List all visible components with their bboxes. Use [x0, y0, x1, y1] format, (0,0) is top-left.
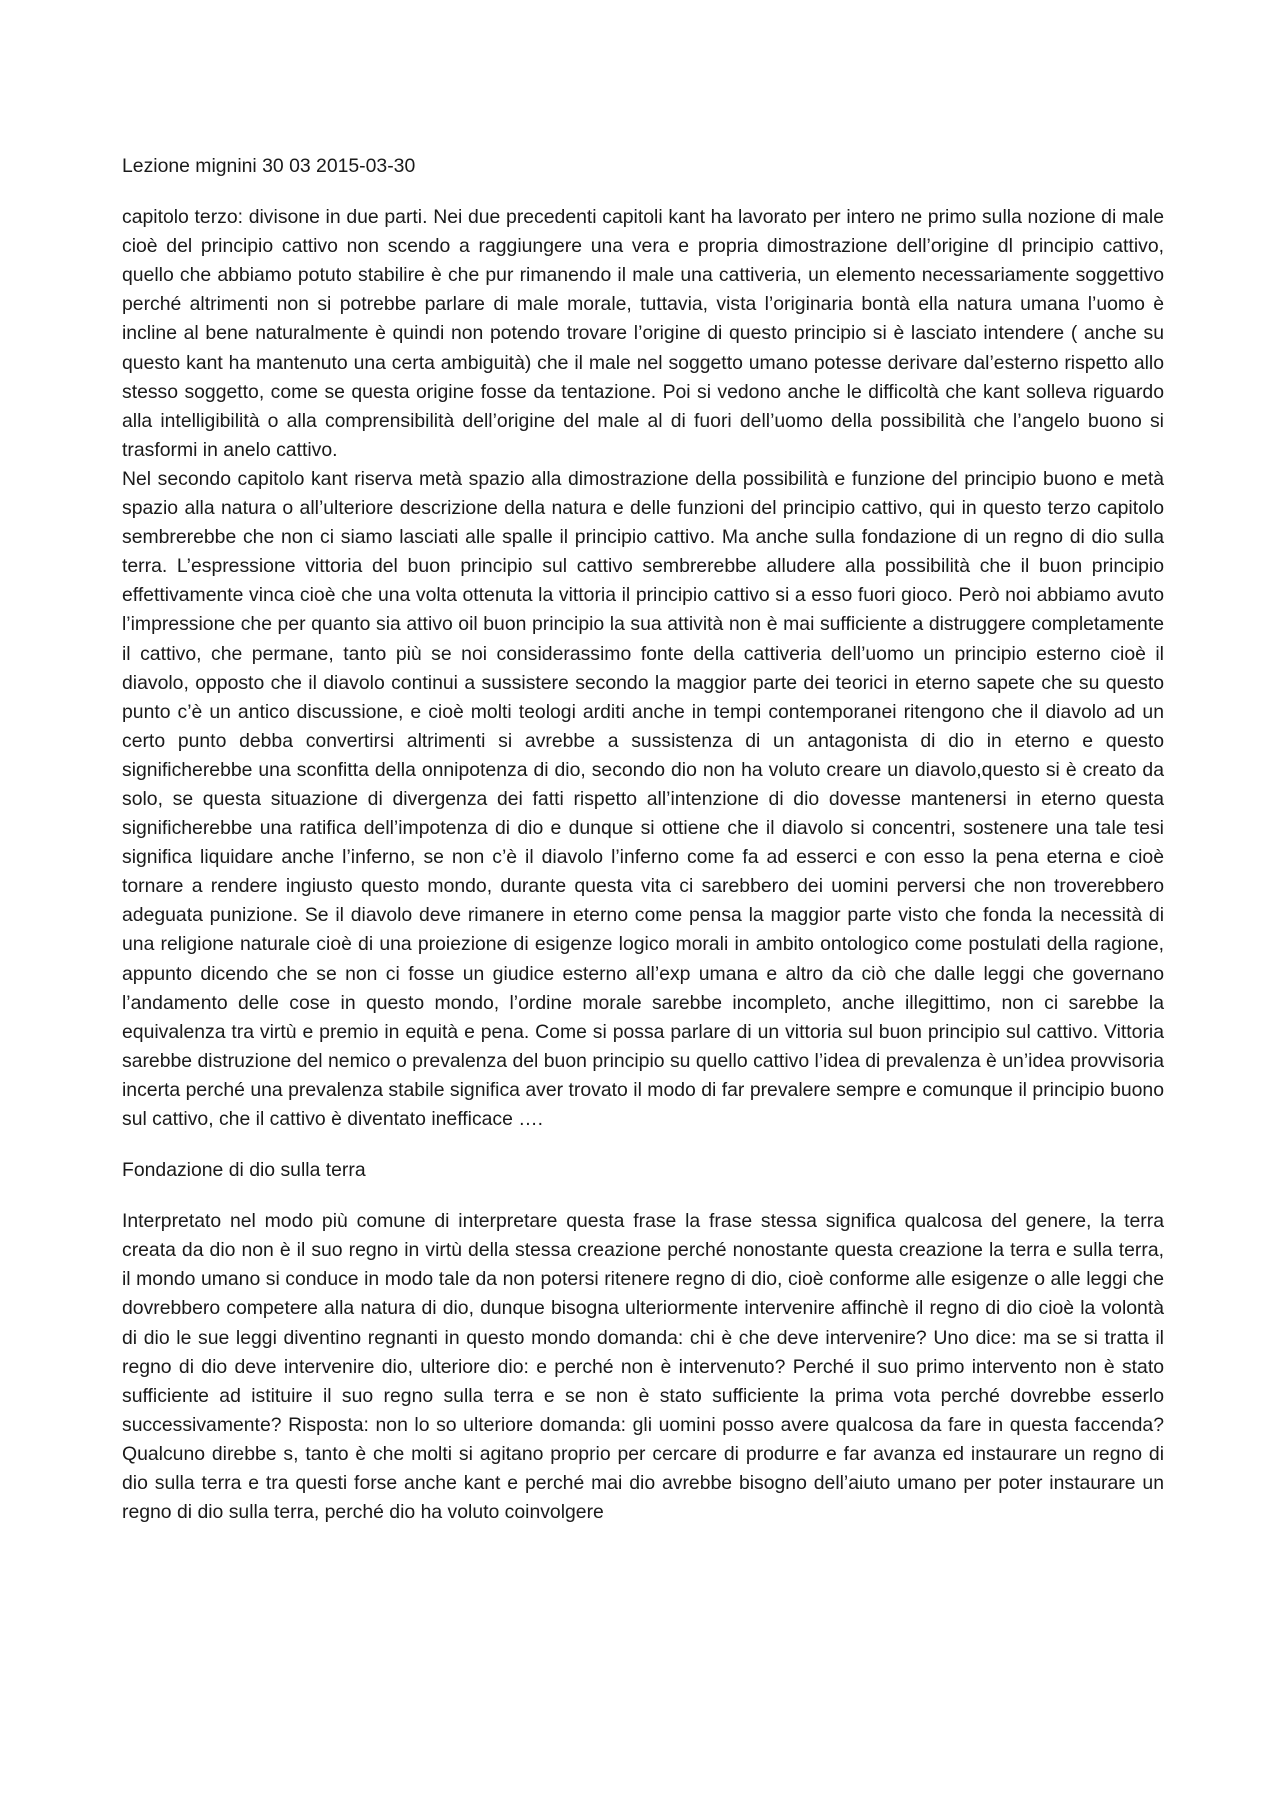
paragraph-second-chapter: Nel secondo capitolo kant riserva metà spazio alla dimostrazione della possibilità e funzione del principio buono e metà spazio alla natura o all’ulteriore descrizione della natura e delle funzioni del principio cattivo, qui in questo terzo capitolo sembrerebbe che non ci siamo lasciati alle spalle il principio cattivo. Ma anche sulla fondazione di un regno di dio sulla terra. L’espressione vittoria del buon principio sul cattivo sembrerebbe alludere alla possibilità che il buon principio effettivamente vinca cioè che una volta ottenuta la vittoria il principio cattivo si a esso fuori gioco. Però noi abbiamo avuto l’impressione che per quanto sia attivo oil buon principio la sua attività non è mai sufficiente a distruggere completamente il cattivo, che permane, tanto più se noi considerassimo fonte della cattiveria dell’uomo un principio esterno cioè il diavolo, opposto che il diavolo continui a sussistere secondo la maggior parte dei teorici in eterno sapete che su questo punto c’è un antico discussione, e cioè molti teologi arditi anche in tempi contemporanei ritengono che il diavolo ad un certo punto debba convertirsi altrimenti si avrebbe a sussistenza di un antagonista di dio in eterno e questo significherebbe una sconfitta della onnipotenza di dio, secondo dio non ha voluto creare un diavolo,questo si è creato da solo, se questa situazione di divergenza dei fatti rispetto all’intenzione di dio dovesse mantenersi in eterno questa significherebbe una ratifica dell’impotenza di dio e dunque si ottiene che il diavolo si concentri, sostenere una tale tesi significa liquidare anche l’inferno, se non c’è il diavolo l’inferno come fa ad esserci e con esso la pena eterna e cioè tornare a rendere ingiusto questo mondo, durante questa vita ci sarebbero dei uomini perversi che non troverebbero adeguata punizione. Se il diavolo deve rimanere in eterno come pensa la maggior parte visto che fonda la necessità di una religione naturale cioè di una proiezione di esigenze logico morali in ambito ontologico come postulati della ragione, appunto dicendo che se non ci fosse un giudice esterno all’exp umana e altro da ciò che dalle leggi che governano l’andamento delle cose in questo mondo, l’ordine morale sarebbe incompleto, anche illegittimo, non ci sarebbe la equivalenza tra virtù e premio in equità e pena. Come si possa parlare di un vittoria sul buon principio sul cattivo. Vittoria sarebbe distruzione del nemico o prevalenza del buon principio su quello cattivo l’idea di prevalenza è un’idea provvisoria incerta perché una prevalenza stabile significa aver trovato il modo di far prevalere sempre e comunque il principio buono sul cattivo, che il cattivo è diventato inefficace …. [122, 467, 1164, 1130]
paragraph-fondazione: Interpretato nel modo più comune di interpretare questa frase la frase stessa significa qualcosa del genere, la terra creata da dio non è il suo regno in virtù della stessa creazione perché nonostante questa creazione la terra e sulla terra, il mondo umano si conduce in modo tale da non potersi ritenere regno di dio, cioè conforme alle esigenze o alle leggi che dovrebbero competere alla natura di dio, dunque bisogna ulteriormente intervenire affinchè il regno di dio cioè la volontà di dio le sue leggi diventino regnanti in questo mondo domanda: chi è che deve intervenire? Uno dice: ma se si tratta il regno di dio deve intervenire dio, ulteriore dio: e perché non è intervenuto? Perché il suo primo intervento non è stato sufficiente ad istituire il suo regno sulla terra e se non è stato sufficiente la prima vota perché dovrebbe esserlo successivamente? Risposta: non lo so ulteriore domanda: gli uomini posso avere qualcosa da fare in questa faccenda? Qualcuno direbbe s, tanto è che molti si agitano proprio per cercare di produrre e far avanza ed instaurare un regno di dio sulla terra e tra questi forse anche kant e perché mai dio avrebbe bisogno dell’aiuto umano per poter instaurare un regno di dio sulla terra, perché dio ha voluto coinvolgere [122, 1210, 1164, 1524]
document-page [122, 152, 1164, 1527]
section-title: Fondazione di dio sulla terra [122, 1159, 366, 1182]
document-title: Lezione mignini 30 03 2015-03-30 [122, 155, 416, 177]
paragraph-chapter-three: capitolo terzo: divisone in due parti. Nei due precedenti capitoli kant ha lavorato per intero ne primo sulla nozione di male cioè del principio cattivo non scendo a raggiungere una vera e propria dimostrazione dell’origine dl principio cattivo, quello che abbiamo potuto stabilire è che pur rimanendo il male una cattiveria, un elemento necessariamente soggettivo perché altrimenti non si potrebbe parlare di male morale, tuttavia, vista l’originaria bontà ella natura umana l’uomo è incline al bene naturalmente è quindi non potendo trovare l’origine di questo principio si è lasciato intendere ( anche su questo kant ha mantenuto una certa ambiguità) che il male nel soggetto umano potesse derivare dal’esterno rispetto allo stesso soggetto, come se questa origine fosse da tentazione. Poi si vedono anche le difficoltà che kant solleva riguardo alla intelligibilità o alla comprensibilità dell’origine del male al di fuori dell’uomo della possibilità che l’angelo buono si trasformi in anelo cattivo. [122, 206, 1164, 461]
